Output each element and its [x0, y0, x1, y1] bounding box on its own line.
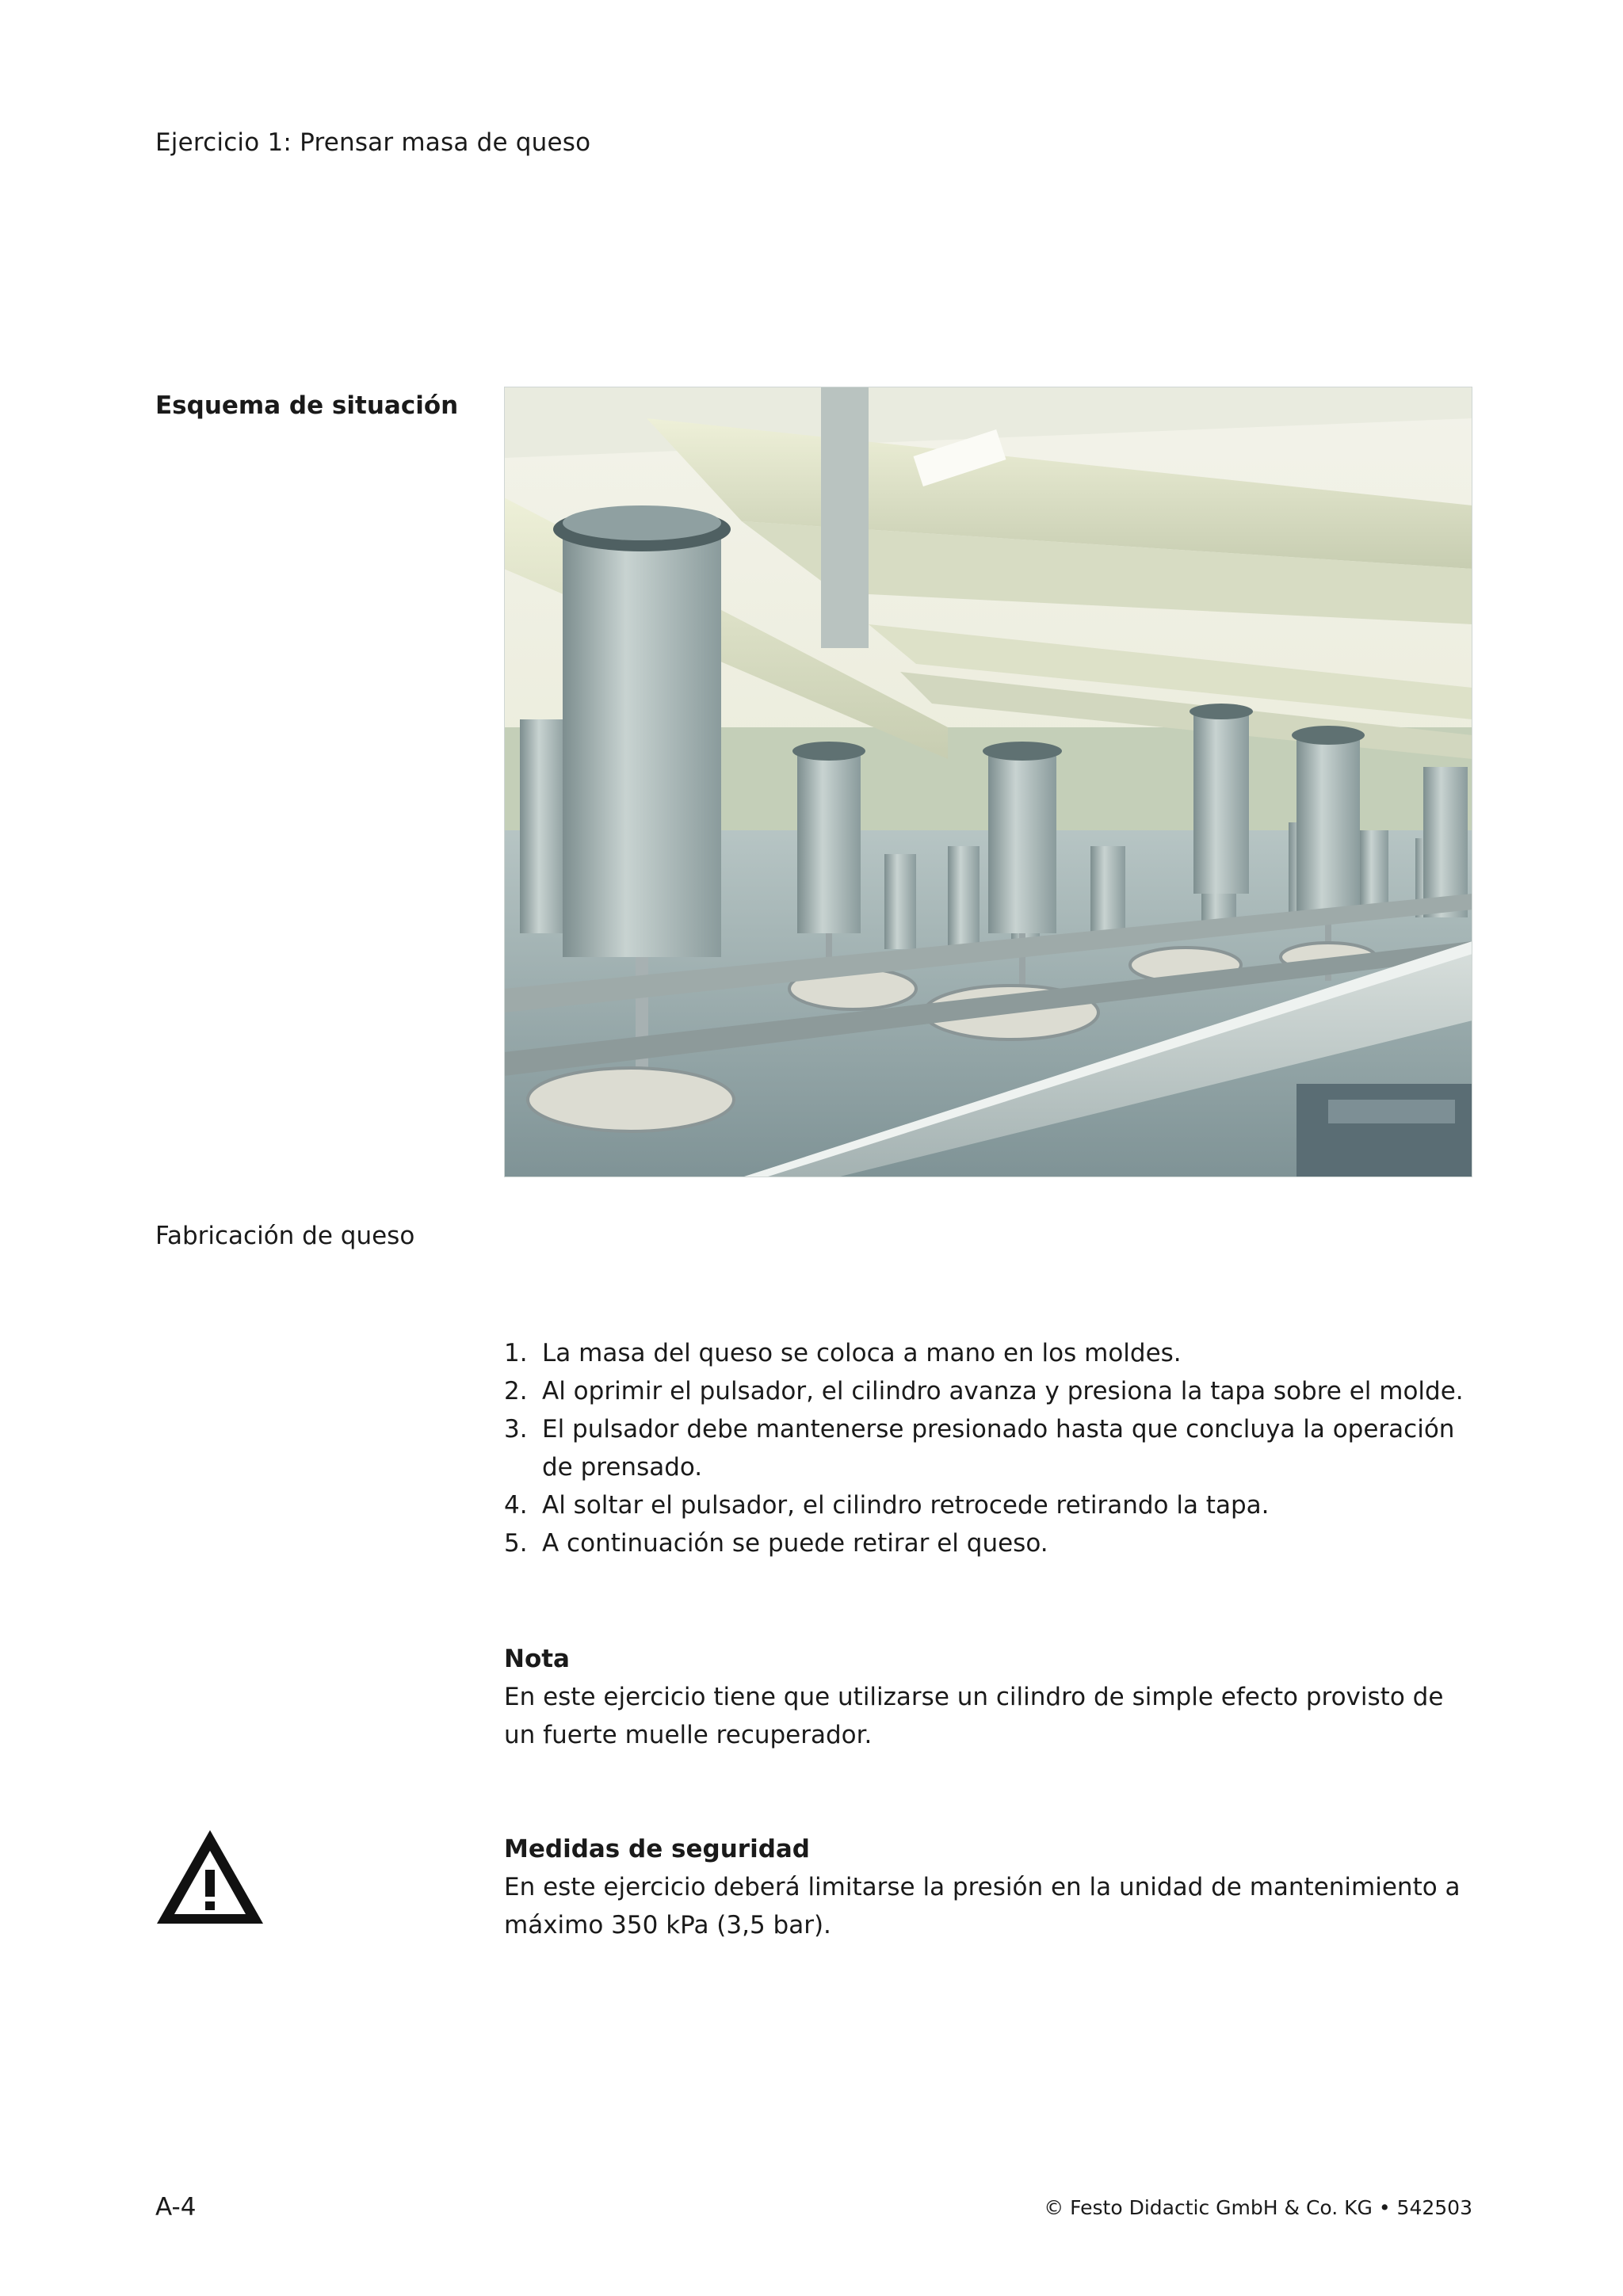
- step-text: Al soltar el pulsador, el cilindro retrocede retirando la tapa.: [542, 1491, 1270, 1520]
- procedure-steps: [504, 1334, 1479, 1562]
- step-text: Al oprimir el pulsador, el cilindro avanza y presiona la tapa sobre el molde.: [542, 1377, 1464, 1405]
- step-text: La masa del queso se coloca a mano en los moldes.: [542, 1339, 1182, 1367]
- step-text: El pulsador debe mantenerse presionado hasta que concluya la operación de prensado.: [542, 1415, 1455, 1482]
- section-label: Esquema de situación: [155, 391, 459, 420]
- list-item: [504, 1410, 1479, 1486]
- copyright-footer: © Festo Didactic GmbH & Co. KG • 542503: [1044, 2196, 1472, 2219]
- list-item: [504, 1486, 1479, 1524]
- note-block: [504, 1640, 1479, 1754]
- step-number: 2.: [504, 1377, 528, 1405]
- list-item: [504, 1524, 1479, 1562]
- safety-heading: Medidas de seguridad: [504, 1835, 811, 1863]
- cheese-press-photo: [504, 387, 1472, 1177]
- warning-icon: [154, 1827, 266, 1927]
- safety-text: En este ejercicio deberá limitarse la presión en la unidad de mantenimiento a máximo 350 kPa (3,5 bar).: [504, 1873, 1461, 1939]
- photo-caption: Fabricación de queso: [155, 1222, 415, 1250]
- step-number: 3.: [504, 1415, 528, 1444]
- note-heading: Nota: [504, 1645, 570, 1673]
- list-item: [504, 1372, 1479, 1410]
- list-item: [504, 1334, 1479, 1372]
- safety-block: [504, 1830, 1479, 1944]
- step-number: 4.: [504, 1491, 528, 1520]
- note-text: En este ejercicio tiene que utilizarse un cilindro de simple efecto provisto de un fuerte muelle recuperador.: [504, 1683, 1444, 1749]
- page-number: A-4: [155, 2193, 197, 2222]
- step-number: 1.: [504, 1339, 528, 1367]
- step-number: 5.: [504, 1529, 528, 1558]
- step-text: A continuación se puede retirar el queso.: [542, 1529, 1048, 1558]
- page-header-title: Ejercicio 1: Prensar masa de queso: [155, 128, 591, 157]
